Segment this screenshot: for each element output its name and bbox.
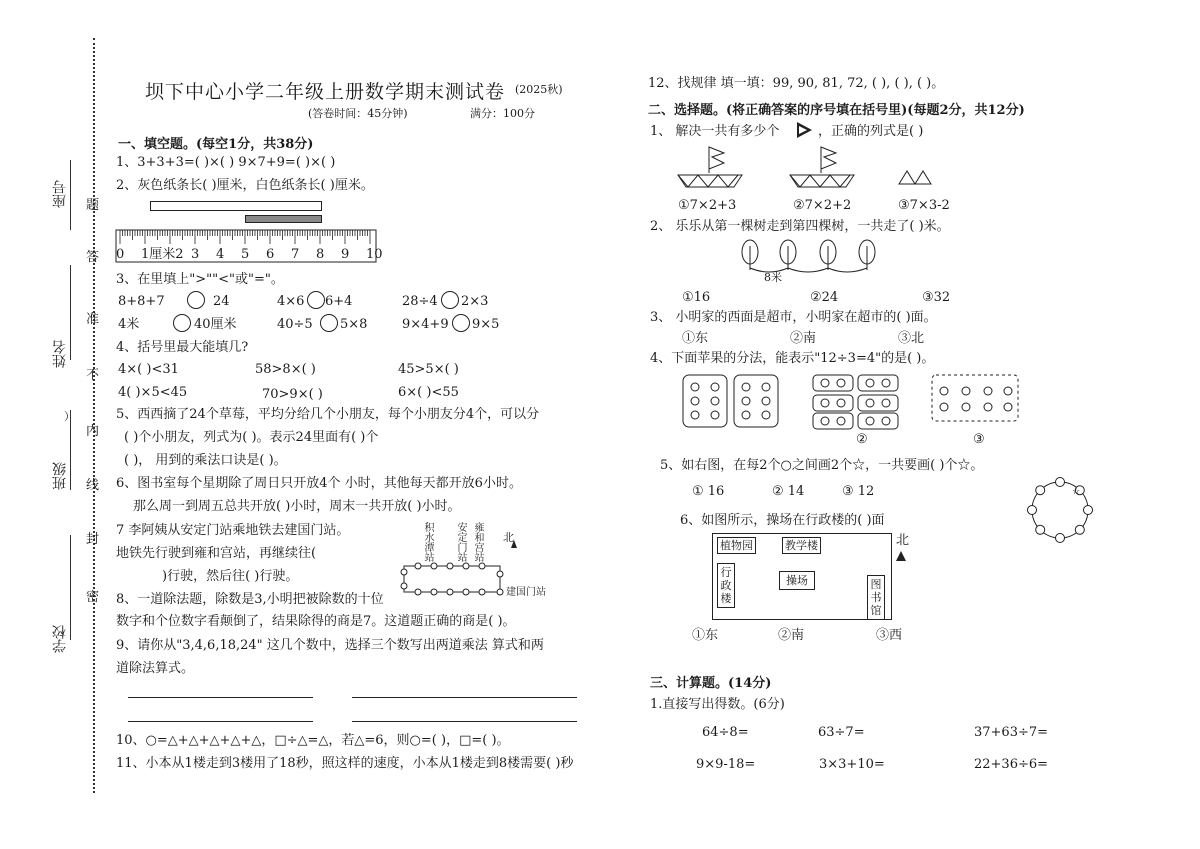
exam-time: (答卷时间：45分钟) [308, 107, 408, 120]
q3-r1-a-right: 24 [213, 294, 230, 309]
q4-r2-b: 70>9×( ) [262, 387, 323, 402]
library-box: 图书馆 [867, 575, 885, 620]
q12: 12、找规律 填一填：99, 90, 81, 72, ( ), ( ), ( )。 [648, 76, 945, 91]
choice4: 4、下面苹果的分法，能表示"12÷3=4"的是( )。 [650, 351, 935, 366]
choice6-opt1[interactable]: ①东 [692, 628, 719, 643]
triangles-group [897, 168, 937, 188]
part2-heading: 二、选择题。(将正确答案的序号填在括号里)(每题2分，共12分) [648, 103, 1025, 118]
q3-r1-c-right: 2×3 [461, 294, 489, 309]
ruler-label: 3 [191, 247, 200, 262]
q3-r2-a-left: 4米 [118, 317, 140, 332]
full-score: 满分：100分 [470, 107, 535, 120]
q9-line2: 道除法算式。 [116, 661, 195, 676]
choice6-opt3[interactable]: ③西 [876, 628, 903, 643]
choice3-opt3[interactable]: ③北 [898, 331, 925, 346]
seal-char-title: 题 [86, 198, 100, 213]
ruler-label: 10 [366, 247, 383, 262]
ring-circle [1084, 506, 1093, 515]
choice2-opt1[interactable]: ①16 [682, 290, 711, 305]
q3-r1-a-left: 8+8+7 [118, 294, 165, 309]
ring-circle [1036, 525, 1045, 534]
calc-subheading: 1.直接写出得数。(6分) [650, 697, 785, 712]
field-box: 操场 [779, 571, 815, 590]
q4-r2-a: 4( )×5<45 [118, 385, 188, 400]
q3-r2-a-right: 40厘米 [194, 317, 237, 332]
answer-line[interactable] [352, 697, 577, 698]
choice3-opt2[interactable]: ②南 [790, 331, 817, 346]
calc-1-3: 37+63÷7= [974, 725, 1049, 740]
north-arrow-icon [511, 540, 517, 548]
tree-gap-label: 8米 [764, 271, 782, 284]
binding-dotted-line [93, 38, 95, 793]
q7-line2: 地铁先行驶到雍和宫站，再继续往( [116, 546, 317, 561]
north-arrow-icon [896, 551, 906, 561]
choice1-opt2[interactable]: ②7×2+2 [793, 198, 852, 213]
q1: 1、3+3+3=( )×( ) 9×7+9=( )×( ) [116, 155, 336, 170]
choice5-opt3[interactable]: ③ 12 [842, 484, 875, 499]
q10: 10、○=△+△+△+△+△，□÷△=△，若△=6，则○=( )，□=( )。 [116, 733, 510, 748]
choice5: 5、如右图，在每2个○之间画2个☆，一共要画( )个☆。 [660, 458, 984, 473]
q2: 2、灰色纸条长( )厘米，白色纸条长( )厘米。 [116, 178, 374, 193]
star-icon: ☆ [1072, 487, 1081, 497]
seat-number-label: 座号 [52, 180, 68, 208]
choice5-opt2[interactable]: ② 14 [772, 484, 805, 499]
choice3-opt1[interactable]: ①东 [682, 331, 709, 346]
q7-line1: 7 李阿姨从安定门站乘地铁去建国门站。 [116, 523, 350, 538]
ring-circle [1056, 478, 1065, 487]
choice4-mark2[interactable]: ② [856, 432, 868, 447]
compare-circle[interactable] [173, 314, 191, 332]
q8-line2: 数字和个位数字看颠倒了，结果除得的商是7。这道题正确的商是( )。 [116, 614, 516, 629]
q4-r1-b: 58>8×( ) [255, 362, 316, 377]
ruler-label: 5 [241, 247, 250, 262]
choice3: 3、 小明家的西面是超市，小明家在超市的( )面。 [650, 310, 937, 325]
choice1-opt1[interactable]: ①7×2+3 [678, 198, 737, 213]
circle-ring [1026, 474, 1096, 546]
apple-groups [682, 373, 1022, 433]
ring-circle [1028, 506, 1037, 515]
choice1-opt3[interactable]: ③7×3-2 [898, 198, 950, 213]
answer-line[interactable] [128, 697, 313, 698]
station-jianguomen: 建国门站 [506, 587, 546, 598]
compare-circle[interactable] [452, 314, 470, 332]
compare-circle[interactable] [307, 291, 325, 309]
q11: 11、小本从1楼走到3楼用了18秒，照这样的速度，小本从1楼走到8楼需要( )秒 [116, 756, 574, 771]
station-jishuitan: 积水潭站 [422, 522, 433, 562]
part1-heading: 一、填空题。(每空1分，共38分) [118, 137, 314, 152]
compare-circle[interactable] [441, 291, 459, 309]
q7-line3: )行驶，然后往( )行驶。 [162, 569, 299, 584]
q3-r2-c-right: 9×5 [472, 317, 500, 332]
teach-box: 教学楼 [782, 537, 821, 554]
seal-char-secret: 密 [86, 590, 100, 605]
seal-char-answer: 答 [86, 250, 100, 265]
q3-r1-b-left: 4×6 [277, 294, 305, 309]
north-label: 北 [503, 531, 514, 544]
seal-char-line: 线 [86, 478, 100, 493]
q6-line1: 6、图书室每个星期除了周日只开放4个 小时，其他每天都开放6小时。 [116, 476, 522, 491]
triangle-icon-inner [799, 126, 807, 134]
choice2-opt3[interactable]: ③32 [922, 290, 951, 305]
q6-line2: 那么周一到周五总共开放( )小时，周末一共开放( )小时。 [133, 499, 461, 514]
q3-r2-b-left: 40÷5 [277, 317, 313, 332]
q8-line1: 8、一道除法题，除数是3,小明把被除数的十位 [116, 592, 384, 607]
trees-diagram [740, 238, 880, 274]
calc-1-2: 63÷7= [818, 725, 865, 740]
plants-box: 植物园 [717, 537, 756, 554]
choice2: 2、 乐乐从第一棵树走到第四棵树，一共走了( )米。 [650, 219, 950, 234]
choice5-opt1[interactable]: ① 16 [692, 484, 725, 499]
seal-char-not: 不 [86, 368, 100, 383]
gray-strip [245, 215, 322, 223]
q5-line1: 5、西西摘了24个草莓，平均分给几个小朋友，每个小朋友分4个，可以分 [116, 407, 540, 422]
q3: 3、在里填上">""<"或"="。 [116, 272, 284, 287]
seal-char-seal: 封 [86, 532, 100, 547]
q3-r1-b-right: 6+4 [325, 294, 353, 309]
ring-circle [1056, 534, 1065, 543]
name-label: 姓名 [52, 340, 68, 368]
white-strip [150, 201, 322, 211]
ruler-label: 8 [316, 247, 325, 262]
map-north-label: 北 [896, 533, 910, 548]
q4-r2-c: 6×( )<55 [398, 385, 459, 400]
choice2-opt2[interactable]: ②24 [810, 290, 839, 305]
q3-r1-c-left: 28÷4 [402, 294, 438, 309]
part3-heading: 三、计算题。(14分) [650, 676, 772, 691]
answer-line[interactable] [128, 721, 313, 722]
admin-box: 行政楼 [717, 563, 735, 608]
choice4-mark3[interactable]: ③ [973, 432, 985, 447]
answer-line[interactable] [352, 721, 577, 722]
calc-2-1: 9×9-18= [696, 757, 756, 772]
school-label: 学校 [52, 625, 68, 653]
seal-char-inside: 内 [86, 424, 100, 439]
ruler-label: 4 [216, 247, 225, 262]
ruler-label: 9 [341, 247, 350, 262]
compare-circle[interactable] [187, 291, 205, 309]
seal-char-allow: 准 [86, 312, 100, 327]
ruler-label: 6 [266, 247, 275, 262]
choice6-opt2[interactable]: ②南 [778, 628, 805, 643]
school-line [70, 535, 71, 640]
q5-line3: ( )， 用到的乘法口诀是( )。 [124, 453, 287, 468]
q5-line2: ( )个小朋友，列式为( )。表示24里面有( )个 [124, 430, 379, 445]
ruler-label: 7 [291, 247, 300, 262]
choice1-tail: ，正确的列式是( ) [818, 124, 924, 139]
triangle-boat-1 [676, 143, 746, 193]
ruler-label: 1厘米2 [141, 247, 184, 262]
station-andingmen: 安定门站 [455, 522, 466, 562]
station-yonghegong: 雍和宫站 [472, 522, 483, 562]
choice6: 6、如图所示，操场在行政楼的( )面 [680, 513, 885, 528]
triangle-boat-2 [788, 143, 858, 193]
q3-r2-c-left: 9×4+9 [402, 317, 449, 332]
calc-1-1: 64÷8= [702, 725, 749, 740]
ruler-label: 0 [116, 247, 125, 262]
q4-r1-a: 4×( )<31 [118, 362, 179, 377]
q4-r1-c: 45>5×( ) [398, 362, 459, 377]
subway-map [398, 560, 508, 600]
ring-circle [1036, 486, 1045, 495]
name-line [70, 265, 71, 360]
compare-circle[interactable] [320, 314, 338, 332]
exam-term: (2025秋) [515, 83, 563, 96]
exam-title: 坝下中心小学二年级上册数学期末测试卷 [145, 81, 506, 103]
choice1: 1、 解决一共有多少个 [650, 124, 780, 139]
calc-2-3: 22+36÷6= [974, 757, 1049, 772]
q9-line1: 9、请你从"3,4,6,18,24" 这几个数中，选择三个数写出两道乘法 算式和两 [116, 638, 544, 653]
calc-2-2: 3×3+10= [819, 757, 885, 772]
q3-r2-b-right: 5×8 [340, 317, 368, 332]
class-paren: ） [64, 410, 75, 423]
ring-circle [1075, 525, 1084, 534]
class-label: 班级 [52, 462, 68, 490]
seat-number-line [70, 160, 71, 230]
q4: 4、括号里最大能填几? [116, 340, 249, 355]
